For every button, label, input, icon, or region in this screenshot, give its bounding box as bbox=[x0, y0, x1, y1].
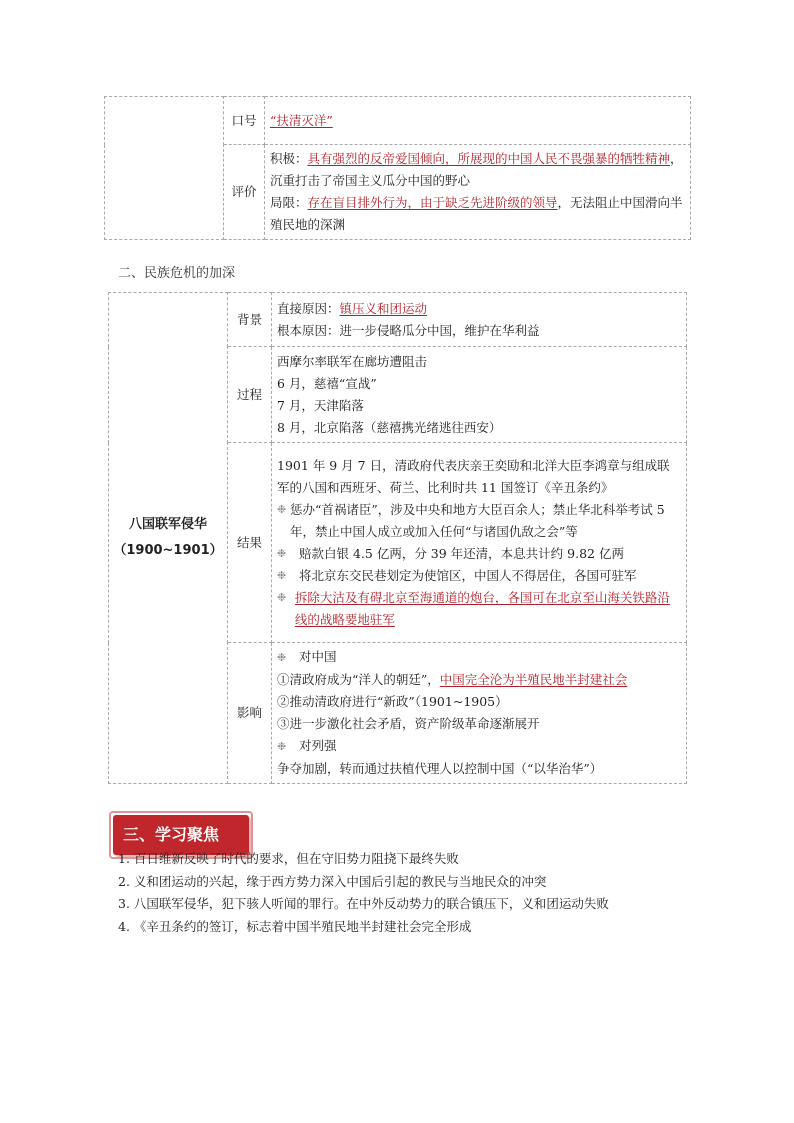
background-label: 背景 bbox=[228, 293, 272, 347]
event-years: （1900~1901） bbox=[113, 543, 223, 558]
evaluation-cell bbox=[265, 145, 691, 240]
slogan-value: “扶清灭洋” bbox=[270, 112, 333, 128]
process-label: 过程 bbox=[228, 347, 272, 443]
bullet-icon: ❉ bbox=[277, 740, 287, 753]
direct-cause-value: 镇压义和团运动 bbox=[339, 300, 428, 316]
process-line: 西摩尔率联军在廊坊遭阻击 bbox=[277, 353, 428, 369]
bullet-icon: ❉ bbox=[277, 568, 287, 582]
bullet-icon: ❉ bbox=[277, 590, 287, 604]
result-item: ❉ 拆除大沽及有碍北京至海通道的炮台，各国可在北京至山海关铁路沿线的战略要地驻军 bbox=[277, 587, 682, 631]
summary-item: 2. 义和团运动的兴起，缘于西方势力深入中国后引起的教民与当地民众的冲突 bbox=[118, 873, 547, 889]
result-item: ❉ 赔款白银 4.5 亿两，分 39 年还清，本息共计约 9.82 亿两 bbox=[277, 543, 682, 565]
summary-item: 3. 八国联军侵华，犯下骇人听闻的罪行。在中外反动势力的联合镇压下，义和团运动失败 bbox=[118, 896, 609, 911]
evaluation-label: 评价 bbox=[224, 145, 265, 240]
section-heading-national-crisis: 二、民族危机的加深 bbox=[118, 266, 236, 281]
event-title: 八国联军侵华 bbox=[128, 517, 207, 532]
event-title-cell bbox=[109, 293, 228, 784]
process-cell bbox=[272, 347, 687, 443]
result-item: ❉ 惩办“首祸诸臣”，涉及中央和地方大臣百余人；禁止华北科举考试 5 年，禁止中国人成立或加入任何“与诸国仇敌之会”等 bbox=[277, 499, 682, 543]
root-cause: 根本原因：进一步侵略瓜分中国，维护在华利益 bbox=[277, 322, 540, 338]
process-line: 6 月，慈禧“宣战” bbox=[277, 375, 377, 391]
impact-china-1: ①清政府成为“洋人的朝廷”，中国完全沦为半殖民地半封建社会 bbox=[277, 672, 628, 687]
merged-empty-cell bbox=[105, 97, 224, 240]
impact-cell bbox=[272, 643, 687, 784]
slogan-cell bbox=[265, 97, 691, 145]
impact-china-2: ②推动清政府进行“新政”（1901~1905） bbox=[277, 694, 508, 709]
impact-powers-heading: ❉ 对列强 bbox=[277, 735, 682, 758]
impact-powers-1: 争夺加剧，转而通过扶植代理人以控制中国（“以华治华”） bbox=[277, 761, 603, 776]
result-label: 结果 bbox=[228, 443, 272, 643]
process-line: 7 月，天津陷落 bbox=[277, 397, 364, 413]
summary-item: 1. 百日维新反映了时代的要求，但在守旧势力阻挠下最终失败 bbox=[118, 851, 459, 866]
learning-focus-list bbox=[118, 848, 698, 938]
impact-china-3: ③进一步激化社会矛盾，资产阶级革命逐渐展开 bbox=[277, 716, 540, 731]
eight-nation-alliance-table bbox=[108, 292, 687, 784]
boxer-table-continued bbox=[104, 96, 691, 240]
process-line: 8 月，北京陷落（慈禧携光绪逃往西安） bbox=[277, 419, 502, 435]
learning-focus-banner: 三、学习聚焦 bbox=[113, 815, 249, 855]
result-item: ❉ 将北京东交民巷划定为使馆区，中国人不得居住，各国可驻军 bbox=[277, 565, 682, 587]
limitation-evaluation: 局限：存在盲目排外行为，由于缺乏先进阶级的领导，无法阻止中国滑向半殖民地的深渊 bbox=[270, 195, 683, 232]
treaty-intro: 1901 年 9 月 7 日，清政府代表庆亲王奕劻和北洋大臣李鸿章与组成联军的八国和西班牙、荷兰、比利时共 11 国签订《辛丑条约》 bbox=[277, 457, 670, 495]
bullet-icon: ❉ bbox=[277, 651, 287, 664]
impact-china-heading: ❉ 对中国 bbox=[277, 646, 682, 669]
background-cell: 直接原因：镇压义和团运动 根本原因：进一步侵略瓜分中国，维护在华利益 bbox=[272, 293, 687, 347]
bullet-icon: ❉ bbox=[277, 502, 287, 516]
positive-evaluation: 积极：具有强烈的反帝爱国倾向，所展现的中国人民不畏强暴的牺牲精神，沉重打击了帝国主义瓜分中国的野心 bbox=[270, 151, 683, 188]
summary-item: 4. 《辛丑条约的签订，标志着中国半殖民地半封建社会完全形成 bbox=[118, 918, 472, 934]
bullet-icon: ❉ bbox=[277, 546, 287, 560]
result-cell bbox=[272, 443, 687, 643]
impact-label: 影响 bbox=[228, 643, 272, 784]
slogan-label: 口号 bbox=[224, 97, 265, 145]
